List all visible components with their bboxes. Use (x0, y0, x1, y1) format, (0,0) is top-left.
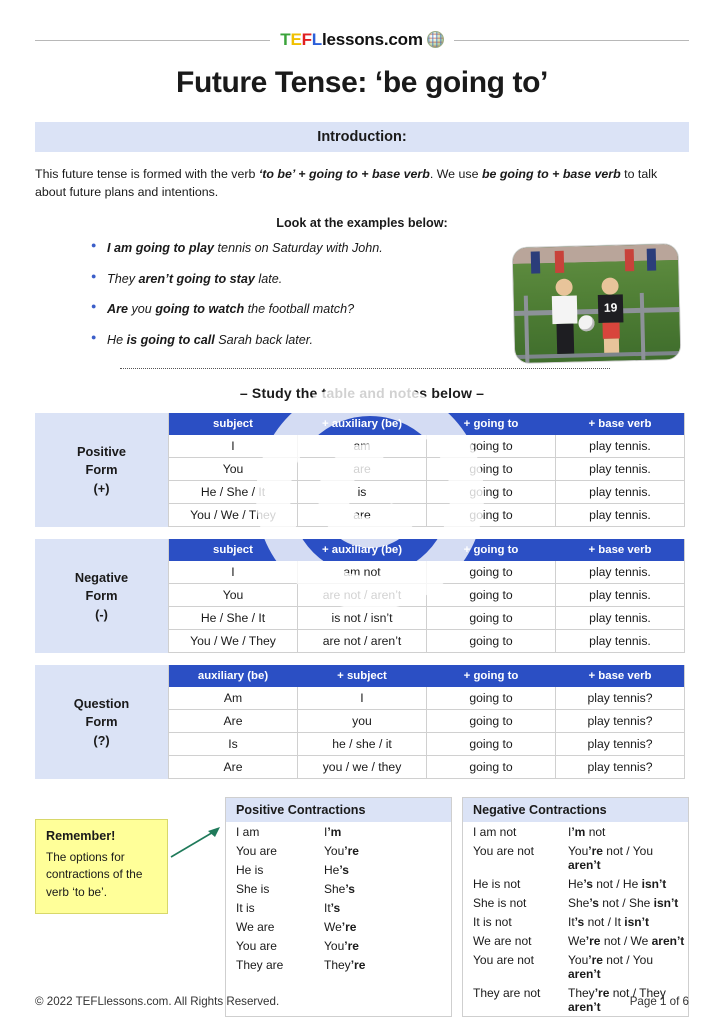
question-header-4: + base verb (555, 665, 684, 687)
cell: am not (298, 561, 427, 583)
cell: play tennis. (556, 561, 684, 583)
cell: you / we / they (298, 756, 427, 778)
photo-child-left-legs (556, 324, 574, 354)
cell (324, 882, 451, 896)
cell: She is not (473, 895, 527, 910)
cell-text: He (324, 862, 340, 877)
cell-bold: ’re (588, 843, 603, 858)
question-form-label (35, 665, 168, 779)
example-1-bold: I am going to play (107, 240, 215, 255)
cell: am (298, 435, 427, 457)
negative-form-label (35, 539, 168, 653)
cell: play tennis. (556, 584, 684, 606)
intro-bold-2: be going to + base verb (481, 167, 621, 181)
cell: going to (427, 458, 556, 480)
cell-text: not / It (584, 914, 625, 929)
cell (324, 939, 451, 953)
cell: going to (427, 584, 556, 606)
cell-bold: isn’t (653, 895, 679, 910)
list-item (463, 822, 688, 841)
cell-bold: ’s (345, 881, 355, 896)
cell-text: not / We (600, 933, 652, 948)
cell-bold: ’re (341, 919, 357, 934)
photo-child-left-shirt (552, 295, 578, 324)
positive-form-label (35, 413, 168, 527)
cell: Are (169, 710, 298, 732)
examples-list (35, 242, 514, 364)
cell: going to (427, 710, 556, 732)
negative-header-1: subject (213, 544, 253, 557)
positive-form-grid (168, 413, 685, 527)
cell-text: not / You (602, 952, 653, 967)
cell-text: I (568, 824, 572, 839)
introduction-band: Introduction: (35, 122, 689, 152)
table-row (169, 561, 684, 584)
cell-bold: aren’t (568, 857, 601, 872)
cell: going to (427, 435, 556, 457)
question-label-line-1: Question (73, 695, 130, 711)
cell: play tennis? (556, 710, 684, 732)
cell: We are (236, 919, 275, 934)
introduction-paragraph (35, 166, 689, 202)
cell: It is not (473, 914, 512, 929)
cell-text: They (324, 957, 351, 972)
positive-label-line-3: (+) (93, 480, 110, 496)
list-item (463, 912, 688, 931)
logo-letter-e: E (290, 30, 302, 49)
intro-text-3: to talk about future plans and intentions. (35, 167, 658, 199)
examples-heading: Look at the examples below: (276, 215, 448, 230)
cell: They are not (473, 985, 541, 1000)
table-header-row (169, 539, 684, 561)
cell-text: They (568, 985, 595, 1000)
question-form-grid (168, 665, 685, 779)
list-item (226, 879, 451, 898)
footer-copyright: © 2022 TEFLlessons.com. All Rights Reserved. (35, 995, 280, 1008)
cell (324, 901, 451, 915)
example-4-rest: Sarah back later. (214, 332, 314, 347)
study-heading: – Study the table and notes below – (239, 385, 485, 402)
contraction-tables (225, 797, 689, 1017)
cell (568, 877, 688, 891)
cell: is not / isn’t (298, 607, 427, 629)
positive-header-1: subject (213, 418, 253, 431)
cell-bold: ’s (574, 914, 585, 929)
photo-far-player-1 (531, 251, 541, 273)
table-row (169, 504, 684, 526)
cell-text: You (324, 938, 345, 953)
cell: Am (169, 687, 298, 709)
photo-child-left-head (555, 279, 572, 296)
list-item (226, 822, 451, 841)
list-item (226, 898, 451, 917)
cell-text: You (568, 952, 589, 967)
cell: play tennis. (556, 504, 684, 526)
negative-label-line-1: Negative (74, 569, 129, 585)
page-footer (35, 995, 689, 1008)
cell: play tennis. (556, 630, 684, 652)
photo-child-right (597, 277, 624, 353)
example-4-bold: is going to call (126, 332, 215, 347)
photo-child-right-legs (604, 338, 619, 352)
intro-text-1: This future tense is formed with the verb (35, 167, 259, 181)
cell (568, 915, 688, 929)
example-3-mid: you (128, 302, 156, 317)
list-item (226, 917, 451, 936)
cell (324, 920, 451, 934)
example-2-rest: late. (254, 271, 283, 286)
list-item (226, 936, 451, 955)
example-3-bold2: going to watch (155, 302, 245, 317)
negative-contractions-header: Negative Contractions (463, 798, 688, 822)
example-item-4 (107, 334, 514, 347)
question-label-line-3: (?) (93, 732, 110, 748)
logo-domain-text: lessons.com (321, 30, 423, 49)
cell: You / We / They (169, 504, 298, 526)
contractions-section (35, 797, 689, 1017)
cell: You are (236, 938, 277, 953)
list-item (226, 860, 451, 879)
example-1-rest: tennis on Saturday with John. (214, 240, 383, 255)
cell: play tennis? (556, 687, 684, 709)
table-row (169, 756, 684, 778)
example-item-2 (107, 273, 514, 286)
cell: going to (427, 561, 556, 583)
cell: play tennis. (556, 435, 684, 457)
cell: play tennis? (556, 756, 684, 778)
cell-text: I (324, 824, 328, 839)
logo-rule-right (454, 40, 689, 41)
photo-child-right-shirt: 19 (598, 294, 624, 323)
arrow-container (168, 823, 225, 883)
question-header-3: + going to (426, 665, 555, 687)
cell (568, 934, 688, 948)
list-item (463, 950, 688, 983)
cell-bold: aren’t (568, 966, 601, 981)
cell: are (298, 458, 427, 480)
cell: I am not (473, 824, 517, 839)
cell (324, 958, 451, 972)
list-item (463, 893, 688, 912)
logo-letter-f: F (301, 30, 312, 49)
intro-bold-1: ‘to be’ + going to + base verb (258, 167, 430, 181)
cell: He / She / It (169, 607, 298, 629)
negative-label-line-2: Form (85, 588, 118, 604)
cell: he / she / it (298, 733, 427, 755)
cell (568, 896, 688, 910)
logo-rule-left (35, 40, 270, 41)
cell-text: It (568, 914, 575, 929)
cell (568, 844, 688, 872)
cell: I (298, 687, 427, 709)
cell: you (298, 710, 427, 732)
cell: You are not (473, 843, 534, 858)
logo-letter-t: T (280, 30, 291, 49)
cell-text: She (324, 881, 346, 896)
negative-form-grid (168, 539, 685, 653)
cell (324, 863, 451, 877)
cell: going to (427, 733, 556, 755)
negative-header-3: + going to (426, 539, 555, 561)
cell-text: It (324, 900, 331, 915)
photo-child-right-head (601, 277, 618, 294)
cell: I am (236, 824, 260, 839)
site-logo-row (35, 0, 689, 50)
remember-title: Remember! (46, 829, 116, 844)
table-row (169, 481, 684, 504)
positive-label-line-1: Positive (76, 443, 127, 459)
negative-header-2: + auxiliary (be) (297, 539, 426, 561)
table-row (169, 458, 684, 481)
cell-bold: isn’t (624, 914, 649, 929)
cell: going to (427, 504, 556, 526)
photo-far-player-3 (625, 249, 635, 271)
negative-contractions-table (462, 797, 689, 1017)
example-item-1 (107, 242, 514, 255)
list-item (226, 955, 451, 974)
cell (324, 825, 451, 839)
site-logo (280, 30, 444, 50)
football-photo (513, 244, 681, 363)
cell: He / She / It (169, 481, 298, 503)
page-title: Future Tense: ‘be going to’ (176, 66, 548, 99)
cell-bold: ’m (571, 824, 586, 839)
photo-far-player-4 (647, 249, 657, 271)
cell-bold: aren’t (568, 999, 601, 1014)
logo-letter-l: L (311, 30, 322, 49)
cell-text: We (568, 933, 586, 948)
positive-header-3: + going to (426, 413, 555, 435)
negative-header-4: + base verb (555, 539, 684, 561)
list-item (463, 874, 688, 893)
cell-bold: aren’t (651, 933, 685, 948)
question-form-table (35, 665, 685, 779)
cell: Are (169, 756, 298, 778)
cell: is (298, 481, 427, 503)
question-header-2: + subject (297, 665, 426, 687)
cell-bold: ’re (588, 952, 603, 967)
cell: play tennis. (556, 607, 684, 629)
cell-bold: ’re (594, 985, 610, 1000)
cell: You (169, 458, 298, 480)
table-header-row (169, 413, 684, 435)
cell: are (298, 504, 427, 526)
table-row (169, 733, 684, 756)
cell: going to (427, 607, 556, 629)
cell: play tennis. (556, 458, 684, 480)
cell: going to (427, 481, 556, 503)
remember-body: The options for contractions of the verb ‘to be’. (46, 850, 143, 899)
positive-contractions-table (225, 797, 452, 1017)
cell: She is (236, 881, 270, 896)
cell-text: not (585, 824, 606, 839)
list-item (463, 931, 688, 950)
table-row (169, 584, 684, 607)
cell: going to (427, 687, 556, 709)
cell: It is (236, 900, 255, 915)
cell: They are (236, 957, 284, 972)
question-header-1: auxiliary (be) (197, 670, 269, 683)
cell: Is (169, 733, 298, 755)
cell: are not / aren’t (298, 584, 427, 606)
cell: You (169, 584, 298, 606)
cell-bold: ’re (585, 933, 601, 948)
remember-box (35, 819, 168, 913)
cell: play tennis. (556, 481, 684, 503)
cell: going to (427, 630, 556, 652)
cell-text: He (568, 876, 584, 891)
cell: going to (427, 756, 556, 778)
cell: You / We / They (169, 630, 298, 652)
examples-section (35, 242, 689, 364)
arrow-up-right-icon (168, 823, 225, 863)
table-row (169, 687, 684, 710)
intro-text-2: . We use (429, 167, 482, 181)
example-item-3 (107, 303, 514, 316)
cell: You are (236, 843, 277, 858)
photo-child-right-shorts (602, 322, 619, 338)
list-item (226, 841, 451, 860)
cell: You are not (473, 952, 534, 967)
cell: play tennis? (556, 733, 684, 755)
cell-bold: ’re (344, 938, 359, 953)
cell-bold: ’m (327, 824, 342, 839)
table-row (169, 710, 684, 733)
cell-text: not / She (598, 895, 654, 910)
cell-bold: ’s (330, 900, 341, 915)
example-2-lead: They (107, 271, 139, 286)
cell-text: You (568, 843, 589, 858)
cell (324, 844, 451, 858)
cell-text: You (324, 843, 345, 858)
cell-bold: ’re (344, 843, 359, 858)
negative-label-line-3: (-) (95, 606, 108, 622)
globe-icon (427, 31, 444, 48)
table-row (169, 630, 684, 652)
positive-form-table (35, 413, 685, 527)
table-row (169, 435, 684, 458)
cell-text: She (568, 895, 590, 910)
cell-text: not / You (602, 843, 653, 858)
footer-page-number: Page 1 of 6 (629, 995, 689, 1008)
photo-child-left (551, 278, 578, 354)
positive-header-4: + base verb (555, 413, 684, 435)
section-divider (120, 368, 610, 369)
example-2-bold: aren’t going to stay (138, 271, 255, 286)
cell-text: not / They (609, 985, 666, 1000)
positive-header-2: + auxiliary (be) (297, 413, 426, 435)
cell-text: We (324, 919, 342, 934)
cell: We are not (473, 933, 532, 948)
example-3-tail: the football match? (244, 302, 355, 317)
positive-label-line-2: Form (85, 462, 118, 478)
cell (568, 953, 688, 981)
list-item (463, 841, 688, 874)
positive-contractions-header: Positive Contractions (226, 798, 451, 822)
example-4-lead: He (107, 332, 127, 347)
cell: He is not (473, 876, 521, 891)
table-row (169, 607, 684, 630)
photo-far-player-2 (555, 251, 565, 273)
cell-bold: ’s (339, 862, 349, 877)
cell-text: not / He (592, 876, 642, 891)
negative-form-table (35, 539, 685, 653)
example-3-bold: Are (107, 302, 128, 317)
cell: I (169, 435, 298, 457)
cell-bold: isn’t (641, 876, 667, 891)
cell: I (169, 561, 298, 583)
cell (568, 825, 688, 839)
cell: He is (236, 862, 264, 877)
table-header-row (169, 665, 684, 687)
cell-bold: ’s (589, 895, 599, 910)
cell-bold: ’s (583, 876, 593, 891)
cell: are not / aren’t (298, 630, 427, 652)
question-label-line-2: Form (85, 714, 118, 730)
cell-bold: ’re (350, 957, 366, 972)
